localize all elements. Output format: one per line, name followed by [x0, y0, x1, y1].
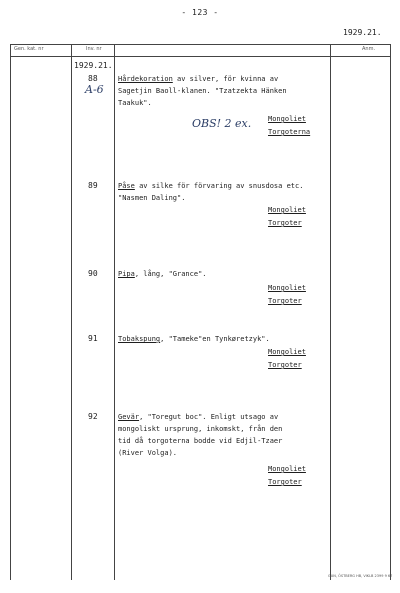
description-rest: av silver, för kvinna av [172, 75, 279, 83]
location-region: Mongoliet [268, 465, 306, 473]
inventory-number: 90 [88, 269, 98, 278]
location-people: Torgoterna [268, 128, 311, 136]
table-col-rule-2 [114, 44, 115, 580]
header-gen-kat-nr: Gen. kat. nr [14, 46, 44, 52]
header-anm: Anm. [362, 46, 376, 52]
description-line: mongoliskt ursprung, inkomskt, från den [118, 425, 283, 433]
table-col-rule-1 [71, 44, 72, 580]
table-col-rule-3 [330, 44, 331, 580]
item-name: Tobakspung [118, 335, 161, 343]
description-rest: av silke för förvaring av snusdosa etc. [134, 182, 304, 190]
description-line: Taakuk". [118, 99, 152, 107]
handwritten-note: OBS! 2 ex. [192, 117, 252, 130]
description-line [118, 413, 278, 421]
location-region: Mongoliet [268, 115, 306, 123]
item-name: Hårdekoration [118, 75, 173, 83]
description-line: "Nasmen Daling". [118, 194, 186, 202]
location-region: Mongoliet [268, 348, 306, 356]
description-line [118, 75, 278, 83]
year-header: 1929.21. [343, 28, 382, 37]
description-rest: , lång, "Grance". [134, 270, 207, 278]
inventory-number: 92 [88, 412, 98, 421]
location-region: Mongoliet [268, 206, 306, 214]
handwritten-inv-mark: A-6 [85, 83, 104, 96]
description-line: tid då torgoterna bodde vid Edjil-Tzaer [118, 437, 283, 445]
description-line [118, 182, 303, 190]
item-name: Pipa [118, 270, 135, 278]
inventory-number: 91 [88, 334, 98, 343]
description-line: (River Volga). [118, 449, 178, 457]
inventory-year: 1929.21. [74, 61, 113, 70]
table-left-rule [10, 44, 11, 580]
description-rest: , "Tameke"en Tynkøretzyk". [160, 335, 270, 343]
print-footer: GUN, ÖSTBERG HB, VIKLB 2399 9 67 [328, 574, 393, 578]
location-people: Torgoter [268, 297, 302, 305]
description-line [118, 270, 207, 278]
item-name: Gevär [118, 413, 140, 421]
location-people: Torgoter [268, 361, 302, 369]
item-name: Påse [118, 182, 135, 190]
inventory-number: 89 [88, 181, 98, 190]
description-rest: , "Toregut boc". Enligt utsago av [139, 413, 279, 421]
location-region: Mongoliet [268, 284, 306, 292]
page-number: - 123 - [181, 8, 219, 17]
table-header-rule [10, 56, 390, 57]
description-line: Sagetjin Baoll-klanen. "Tzatzekta Hänken [118, 87, 287, 95]
inventory-number: 88 [88, 74, 98, 83]
description-line [118, 335, 270, 343]
table-header [10, 44, 390, 56]
location-people: Torgoter [268, 478, 302, 486]
header-inv-nr: Inv. nr [86, 46, 102, 52]
table-right-rule [390, 44, 391, 580]
location-people: Torgoter [268, 219, 302, 227]
